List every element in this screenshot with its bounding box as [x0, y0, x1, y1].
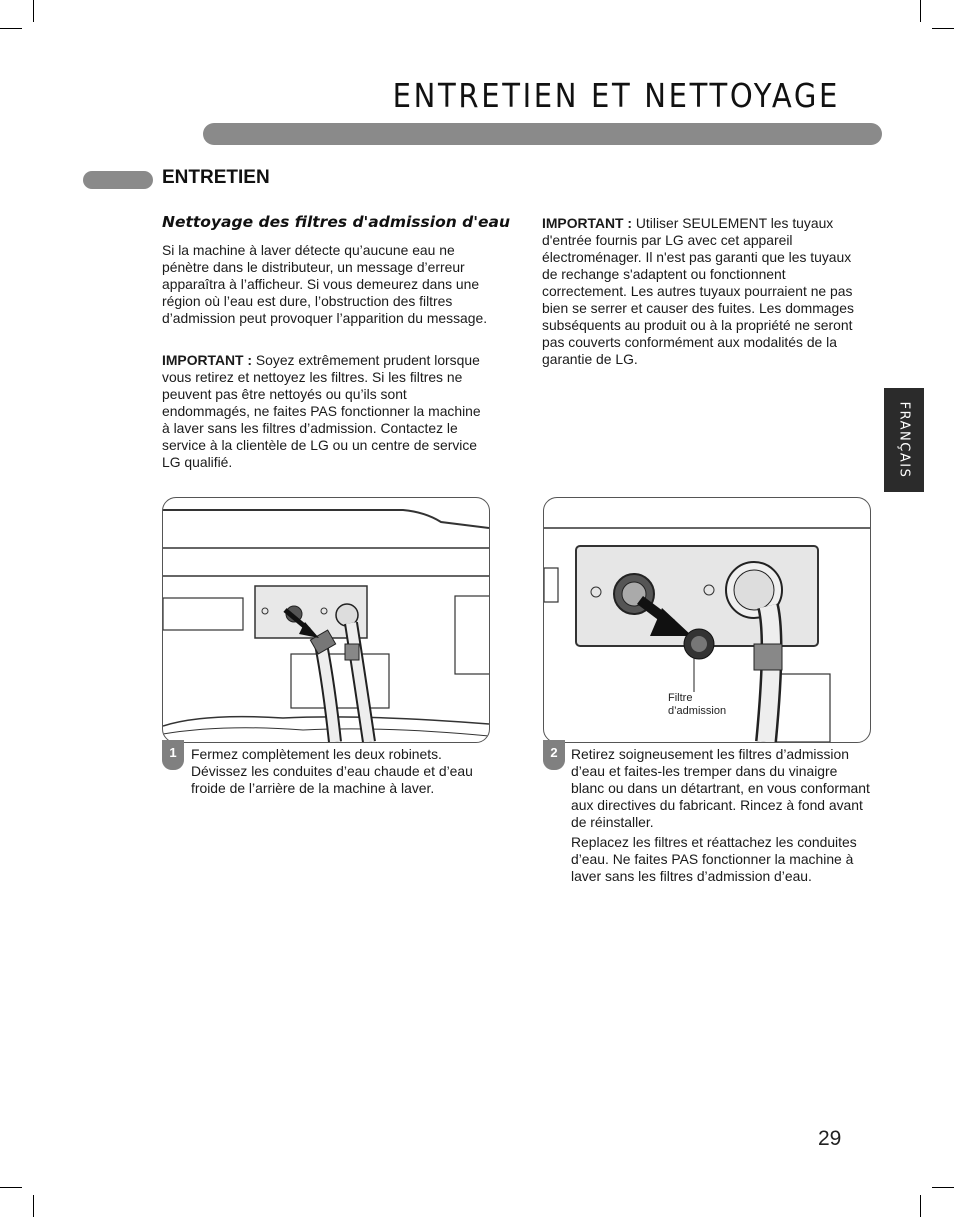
page-number: 29 [818, 1127, 842, 1150]
crop-mark [920, 1195, 921, 1217]
step-1-badge: 1 [162, 740, 184, 770]
crop-mark [33, 0, 34, 22]
callout-line-1: Filtre [668, 692, 693, 704]
crop-mark [33, 1195, 34, 1217]
section-pill [83, 171, 153, 189]
title-bar [203, 123, 882, 145]
page-title: ENTRETIEN ET NETTOYAGE [392, 76, 840, 115]
washer-back-illustration-1 [163, 498, 489, 742]
section-heading: ENTRETIEN [162, 167, 270, 188]
important-text: Soyez extrêmement prudent lorsque vous retirez et nettoyez les filtres. Si les filtres ne peuvent pas être nettoyés ou qu’ils sont endommagés, ne faites PAS fonctionner la machine à laver sans les filtres d’admission. Contactez le service à la clientèle de LG ou un centre de service LG qualifié. [162, 352, 481, 470]
language-tab [884, 388, 924, 492]
step-2-badge: 2 [543, 740, 565, 770]
figure-step-2 [543, 497, 871, 743]
important-paragraph-left [162, 352, 482, 471]
step-1-text: Fermez complètement les deux robinets. Dévissez les conduites d’eau chaude et d’eau froide de l’arrière de la machine à laver. [191, 746, 473, 796]
language-tab-label: FRANÇAIS [896, 401, 912, 479]
step-2-text: Retirez soigneusement les filtres d’admission d’eau et faites-les tremper dans du vinaigre blanc ou dans un détartrant, en vous conformant aux directives du fabricant. Rincez à fond avant de réinstaller. [571, 746, 870, 830]
subheading: Nettoyage des filtres d'admission d'eau [162, 213, 511, 231]
important-paragraph-right [542, 215, 864, 368]
important-label: IMPORTANT : [542, 215, 633, 231]
step-2-text-continued: Replacez les filtres et réattachez les conduites d’eau. Ne faites PAS fonctionner la machine à laver sans les filtres d’admission d’eau. [571, 834, 857, 884]
callout-line-2: d’admission [668, 705, 727, 717]
crop-mark [0, 1187, 22, 1188]
figure-step-1 [162, 497, 490, 743]
crop-mark [932, 1187, 954, 1188]
intro-paragraph: Si la machine à laver détecte qu’aucune eau ne pénètre dans le distributeur, un message d’erreur apparaîtra à l’afficheur. Si vous demeurez dans une région où l’eau est dure, l’obstruction des filtres d’admission peut provoquer l’apparition du message. [162, 242, 488, 326]
important-text: Utiliser SEULEMENT les tuyaux d'entrée fournis par LG avec cet appareil électroménager. Il n'est pas garanti que les tuyaux de rechange s'adaptent ou fonctionnent correctement. Les autres tuyaux pourraient ne pas bien se serrer et causer des fuites. Les dommages subséquents au produit ou à la propriété ne seront pas couverts conformément aux modalités de la garantie de LG. [542, 215, 854, 367]
crop-mark [932, 28, 954, 29]
crop-mark [920, 0, 921, 22]
callout-label [668, 692, 726, 718]
crop-mark [0, 28, 22, 29]
important-label: IMPORTANT : [162, 352, 253, 368]
